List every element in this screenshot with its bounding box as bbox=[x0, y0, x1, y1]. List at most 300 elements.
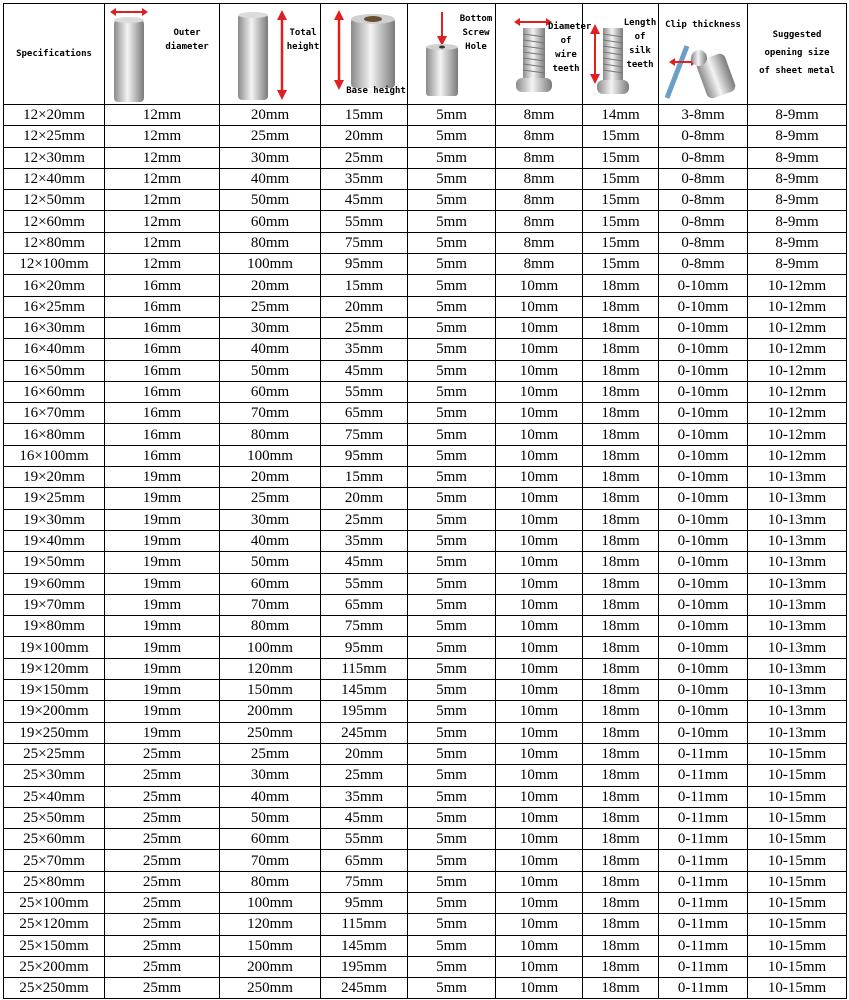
opening-size-cell: 8-9mm bbox=[748, 147, 847, 168]
total-height-cell: 60mm bbox=[220, 573, 321, 594]
clip-thickness-cell: 0-10mm bbox=[659, 530, 748, 551]
total-height-cell: 30mm bbox=[220, 147, 321, 168]
base-height-cell: 35mm bbox=[321, 339, 408, 360]
spec-cell: 25×100mm bbox=[4, 892, 105, 913]
base-height-cell: 65mm bbox=[321, 850, 408, 871]
spec-cell: 16×25mm bbox=[4, 296, 105, 317]
silk-teeth-length-cell: 18mm bbox=[583, 616, 659, 637]
wire-teeth-diameter-cell: 10mm bbox=[496, 978, 583, 999]
spec-cell: 25×30mm bbox=[4, 765, 105, 786]
outer-diameter-cell: 19mm bbox=[105, 509, 220, 530]
silk-teeth-length-cell: 18mm bbox=[583, 786, 659, 807]
table-row bbox=[4, 275, 847, 296]
header-label: Base height bbox=[346, 86, 406, 96]
clip-thickness-cell: 0-10mm bbox=[659, 467, 748, 488]
screw-hole-cell: 5mm bbox=[408, 317, 496, 338]
header-label: Specifications bbox=[16, 49, 92, 59]
table-row bbox=[4, 871, 847, 892]
base-height-cell: 45mm bbox=[321, 190, 408, 211]
total-height-cell: 40mm bbox=[220, 786, 321, 807]
outer-diameter-cell: 16mm bbox=[105, 403, 220, 424]
total-height-cell: 120mm bbox=[220, 658, 321, 679]
base-height-cell: 35mm bbox=[321, 786, 408, 807]
clip-thickness-cell: 0-11mm bbox=[659, 807, 748, 828]
base-height-cell: 95mm bbox=[321, 637, 408, 658]
spec-cell: 19×30mm bbox=[4, 509, 105, 530]
silk-teeth-length-cell: 18mm bbox=[583, 765, 659, 786]
spec-cell: 19×70mm bbox=[4, 594, 105, 615]
opening-size-cell: 10-13mm bbox=[748, 552, 847, 573]
screw-hole-cell: 5mm bbox=[408, 658, 496, 679]
screw-hole-cell: 5mm bbox=[408, 914, 496, 935]
opening-size-cell: 10-12mm bbox=[748, 424, 847, 445]
outer-diameter-cell: 25mm bbox=[105, 871, 220, 892]
opening-size-cell: 10-15mm bbox=[748, 871, 847, 892]
total-height-cell: 70mm bbox=[220, 850, 321, 871]
base-height-cell: 55mm bbox=[321, 573, 408, 594]
base-height-cell: 35mm bbox=[321, 530, 408, 551]
table-row bbox=[4, 850, 847, 871]
clip-thickness-cell: 0-10mm bbox=[659, 637, 748, 658]
bottom-screw-hole-icon bbox=[422, 12, 462, 98]
total-height-cell: 50mm bbox=[220, 807, 321, 828]
base-height-cell: 55mm bbox=[321, 381, 408, 402]
wire-teeth-diameter-cell: 8mm bbox=[496, 254, 583, 275]
total-height-cell: 25mm bbox=[220, 296, 321, 317]
base-height-cell: 75mm bbox=[321, 616, 408, 637]
silk-teeth-length-cell: 18mm bbox=[583, 978, 659, 999]
table-row bbox=[4, 403, 847, 424]
total-height-icon bbox=[230, 8, 300, 102]
opening-size-cell: 10-15mm bbox=[748, 743, 847, 764]
clip-thickness-cell: 0-8mm bbox=[659, 232, 748, 253]
total-height-cell: 80mm bbox=[220, 616, 321, 637]
screw-hole-cell: 5mm bbox=[408, 552, 496, 573]
silk-teeth-length-cell: 18mm bbox=[583, 509, 659, 530]
wire-teeth-diameter-cell: 8mm bbox=[496, 190, 583, 211]
header-label: Total height bbox=[286, 28, 320, 52]
screw-hole-cell: 5mm bbox=[408, 360, 496, 381]
table-row bbox=[4, 786, 847, 807]
opening-size-cell: 10-12mm bbox=[748, 381, 847, 402]
outer-diameter-cell: 19mm bbox=[105, 658, 220, 679]
spec-cell: 25×50mm bbox=[4, 807, 105, 828]
clip-thickness-cell: 0-11mm bbox=[659, 786, 748, 807]
clip-thickness-cell: 0-8mm bbox=[659, 168, 748, 189]
clip-thickness-cell: 0-8mm bbox=[659, 126, 748, 147]
wire-teeth-diameter-cell: 10mm bbox=[496, 850, 583, 871]
outer-diameter-cell: 19mm bbox=[105, 637, 220, 658]
opening-size-cell: 10-15mm bbox=[748, 914, 847, 935]
table-row bbox=[4, 701, 847, 722]
spec-cell: 25×200mm bbox=[4, 956, 105, 977]
wire-teeth-diameter-cell: 10mm bbox=[496, 339, 583, 360]
clip-thickness-cell: 0-11mm bbox=[659, 871, 748, 892]
opening-size-cell: 10-13mm bbox=[748, 488, 847, 509]
total-height-cell: 200mm bbox=[220, 956, 321, 977]
wire-teeth-diameter-cell: 10mm bbox=[496, 701, 583, 722]
base-height-cell: 20mm bbox=[321, 488, 408, 509]
base-height-cell: 25mm bbox=[321, 147, 408, 168]
silk-teeth-length-cell: 15mm bbox=[583, 126, 659, 147]
silk-teeth-length-cell: 18mm bbox=[583, 680, 659, 701]
table-row bbox=[4, 573, 847, 594]
screw-hole-cell: 5mm bbox=[408, 594, 496, 615]
spec-cell: 16×30mm bbox=[4, 317, 105, 338]
screw-hole-cell: 5mm bbox=[408, 168, 496, 189]
clip-thickness-cell: 0-11mm bbox=[659, 892, 748, 913]
outer-diameter-cell: 19mm bbox=[105, 616, 220, 637]
total-height-cell: 20mm bbox=[220, 105, 321, 126]
wire-teeth-diameter-cell: 10mm bbox=[496, 658, 583, 679]
total-height-cell: 150mm bbox=[220, 680, 321, 701]
spec-cell: 25×120mm bbox=[4, 914, 105, 935]
screw-hole-cell: 5mm bbox=[408, 829, 496, 850]
total-height-cell: 30mm bbox=[220, 765, 321, 786]
silk-teeth-length-cell: 18mm bbox=[583, 424, 659, 445]
screw-hole-cell: 5mm bbox=[408, 339, 496, 360]
wire-teeth-diameter-cell: 8mm bbox=[496, 105, 583, 126]
table-row bbox=[4, 126, 847, 147]
screw-hole-cell: 5mm bbox=[408, 509, 496, 530]
spec-cell: 16×80mm bbox=[4, 424, 105, 445]
outer-diameter-cell: 16mm bbox=[105, 317, 220, 338]
table-row bbox=[4, 956, 847, 977]
clip-thickness-cell: 0-11mm bbox=[659, 743, 748, 764]
outer-diameter-cell: 12mm bbox=[105, 147, 220, 168]
clip-thickness-cell: 3-8mm bbox=[659, 105, 748, 126]
silk-teeth-length-cell: 18mm bbox=[583, 275, 659, 296]
clip-thickness-cell: 0-10mm bbox=[659, 658, 748, 679]
base-height-cell: 95mm bbox=[321, 445, 408, 466]
opening-size-cell: 8-9mm bbox=[748, 211, 847, 232]
clip-thickness-cell: 0-10mm bbox=[659, 594, 748, 615]
header-outer-diameter bbox=[105, 4, 220, 105]
clip-thickness-cell: 0-10mm bbox=[659, 296, 748, 317]
opening-size-cell: 10-13mm bbox=[748, 680, 847, 701]
total-height-cell: 25mm bbox=[220, 743, 321, 764]
opening-size-cell: 8-9mm bbox=[748, 254, 847, 275]
spec-cell: 19×40mm bbox=[4, 530, 105, 551]
outer-diameter-cell: 19mm bbox=[105, 594, 220, 615]
screw-hole-cell: 5mm bbox=[408, 445, 496, 466]
silk-teeth-length-cell: 18mm bbox=[583, 403, 659, 424]
clip-thickness-cell: 0-11mm bbox=[659, 935, 748, 956]
silk-teeth-length-cell: 15mm bbox=[583, 168, 659, 189]
wire-teeth-diameter-cell: 10mm bbox=[496, 552, 583, 573]
header-bottom-screw-hole bbox=[408, 4, 496, 105]
outer-diameter-cell: 25mm bbox=[105, 786, 220, 807]
wire-teeth-diameter-cell: 10mm bbox=[496, 935, 583, 956]
wire-teeth-diameter-cell: 10mm bbox=[496, 296, 583, 317]
spec-cell: 12×100mm bbox=[4, 254, 105, 275]
spec-cell: 16×70mm bbox=[4, 403, 105, 424]
base-height-cell: 115mm bbox=[321, 914, 408, 935]
silk-teeth-length-cell: 18mm bbox=[583, 956, 659, 977]
outer-diameter-cell: 16mm bbox=[105, 381, 220, 402]
opening-size-cell: 10-12mm bbox=[748, 275, 847, 296]
wire-teeth-diameter-cell: 10mm bbox=[496, 616, 583, 637]
table-row bbox=[4, 807, 847, 828]
silk-teeth-length-cell: 14mm bbox=[583, 105, 659, 126]
silk-teeth-length-cell: 18mm bbox=[583, 467, 659, 488]
screw-hole-cell: 5mm bbox=[408, 956, 496, 977]
opening-size-cell: 10-13mm bbox=[748, 701, 847, 722]
silk-teeth-length-cell: 18mm bbox=[583, 701, 659, 722]
silk-teeth-length-cell: 18mm bbox=[583, 530, 659, 551]
total-height-cell: 30mm bbox=[220, 509, 321, 530]
base-height-cell: 55mm bbox=[321, 829, 408, 850]
table-row bbox=[4, 829, 847, 850]
total-height-cell: 60mm bbox=[220, 211, 321, 232]
screw-hole-cell: 5mm bbox=[408, 105, 496, 126]
total-height-cell: 60mm bbox=[220, 829, 321, 850]
silk-teeth-length-cell: 18mm bbox=[583, 488, 659, 509]
total-height-cell: 20mm bbox=[220, 467, 321, 488]
screw-hole-cell: 5mm bbox=[408, 935, 496, 956]
opening-size-cell: 10-12mm bbox=[748, 339, 847, 360]
table-row bbox=[4, 637, 847, 658]
screw-hole-cell: 5mm bbox=[408, 190, 496, 211]
clip-thickness-cell: 0-10mm bbox=[659, 381, 748, 402]
silk-teeth-length-cell: 15mm bbox=[583, 147, 659, 168]
opening-size-cell: 10-15mm bbox=[748, 892, 847, 913]
base-height-cell: 65mm bbox=[321, 594, 408, 615]
wire-teeth-diameter-cell: 10mm bbox=[496, 871, 583, 892]
silk-teeth-length-cell: 18mm bbox=[583, 445, 659, 466]
silk-teeth-length-cell: 18mm bbox=[583, 552, 659, 573]
wire-teeth-diameter-cell: 10mm bbox=[496, 381, 583, 402]
table-row bbox=[4, 914, 847, 935]
total-height-cell: 100mm bbox=[220, 254, 321, 275]
spec-cell: 25×70mm bbox=[4, 850, 105, 871]
clip-thickness-cell: 0-10mm bbox=[659, 573, 748, 594]
specifications-body bbox=[4, 105, 847, 999]
table-row bbox=[4, 339, 847, 360]
spec-cell: 12×20mm bbox=[4, 105, 105, 126]
base-height-cell: 45mm bbox=[321, 552, 408, 573]
screw-hole-cell: 5mm bbox=[408, 892, 496, 913]
header-base-height bbox=[321, 4, 408, 105]
screw-hole-cell: 5mm bbox=[408, 573, 496, 594]
silk-teeth-length-cell: 18mm bbox=[583, 594, 659, 615]
clip-thickness-cell: 0-8mm bbox=[659, 190, 748, 211]
clip-thickness-cell: 0-10mm bbox=[659, 552, 748, 573]
opening-size-cell: 10-13mm bbox=[748, 658, 847, 679]
opening-size-cell: 8-9mm bbox=[748, 232, 847, 253]
clip-thickness-cell: 0-10mm bbox=[659, 445, 748, 466]
screw-hole-cell: 5mm bbox=[408, 488, 496, 509]
clip-thickness-cell: 0-8mm bbox=[659, 254, 748, 275]
wire-teeth-diameter-cell: 10mm bbox=[496, 956, 583, 977]
base-height-cell: 75mm bbox=[321, 871, 408, 892]
clip-thickness-cell: 0-11mm bbox=[659, 850, 748, 871]
outer-diameter-cell: 25mm bbox=[105, 743, 220, 764]
spec-cell: 16×40mm bbox=[4, 339, 105, 360]
wire-teeth-diameter-cell: 10mm bbox=[496, 786, 583, 807]
header-silk-teeth-length bbox=[583, 4, 659, 105]
wire-teeth-diameter-cell: 8mm bbox=[496, 126, 583, 147]
outer-diameter-cell: 25mm bbox=[105, 807, 220, 828]
opening-size-cell: 10-13mm bbox=[748, 616, 847, 637]
base-height-cell: 20mm bbox=[321, 296, 408, 317]
outer-diameter-cell: 16mm bbox=[105, 445, 220, 466]
opening-size-cell: 10-12mm bbox=[748, 317, 847, 338]
base-height-cell: 95mm bbox=[321, 254, 408, 275]
header-label: Outer diameter bbox=[165, 28, 209, 52]
table-row bbox=[4, 530, 847, 551]
spec-cell: 12×40mm bbox=[4, 168, 105, 189]
wire-teeth-diameter-cell: 10mm bbox=[496, 445, 583, 466]
spec-cell: 19×200mm bbox=[4, 701, 105, 722]
total-height-cell: 60mm bbox=[220, 381, 321, 402]
wire-teeth-diameter-cell: 10mm bbox=[496, 765, 583, 786]
outer-diameter-cell: 12mm bbox=[105, 211, 220, 232]
screw-hole-cell: 5mm bbox=[408, 978, 496, 999]
screw-hole-cell: 5mm bbox=[408, 381, 496, 402]
clip-thickness-cell: 0-10mm bbox=[659, 360, 748, 381]
total-height-cell: 25mm bbox=[220, 126, 321, 147]
spec-cell: 19×25mm bbox=[4, 488, 105, 509]
wire-teeth-diameter-cell: 10mm bbox=[496, 743, 583, 764]
base-height-cell: 245mm bbox=[321, 722, 408, 743]
base-height-cell: 145mm bbox=[321, 680, 408, 701]
specifications-table bbox=[3, 3, 847, 999]
clip-thickness-cell: 0-10mm bbox=[659, 616, 748, 637]
table-row bbox=[4, 892, 847, 913]
silk-teeth-length-cell: 18mm bbox=[583, 658, 659, 679]
screw-hole-cell: 5mm bbox=[408, 147, 496, 168]
silk-teeth-length-cell: 18mm bbox=[583, 914, 659, 935]
outer-diameter-cell: 12mm bbox=[105, 105, 220, 126]
wire-teeth-diameter-cell: 10mm bbox=[496, 488, 583, 509]
spec-cell: 19×20mm bbox=[4, 467, 105, 488]
opening-size-cell: 10-12mm bbox=[748, 403, 847, 424]
total-height-cell: 50mm bbox=[220, 360, 321, 381]
outer-diameter-cell: 25mm bbox=[105, 850, 220, 871]
screw-hole-cell: 5mm bbox=[408, 637, 496, 658]
wire-teeth-diameter-cell: 10mm bbox=[496, 530, 583, 551]
screw-hole-cell: 5mm bbox=[408, 722, 496, 743]
clip-thickness-cell: 0-8mm bbox=[659, 147, 748, 168]
header-label: Length of silk teeth bbox=[623, 18, 657, 70]
total-height-cell: 25mm bbox=[220, 488, 321, 509]
spec-cell: 19×60mm bbox=[4, 573, 105, 594]
outer-diameter-cell: 12mm bbox=[105, 232, 220, 253]
spec-cell: 19×150mm bbox=[4, 680, 105, 701]
clip-thickness-cell: 0-10mm bbox=[659, 275, 748, 296]
outer-diameter-cell: 12mm bbox=[105, 190, 220, 211]
spec-cell: 12×50mm bbox=[4, 190, 105, 211]
table-row bbox=[4, 680, 847, 701]
base-height-cell: 35mm bbox=[321, 168, 408, 189]
screw-hole-cell: 5mm bbox=[408, 424, 496, 445]
silk-teeth-length-cell: 18mm bbox=[583, 722, 659, 743]
base-height-cell: 20mm bbox=[321, 743, 408, 764]
silk-teeth-length-cell: 18mm bbox=[583, 807, 659, 828]
total-height-cell: 50mm bbox=[220, 190, 321, 211]
table-row bbox=[4, 552, 847, 573]
outer-diameter-cell: 19mm bbox=[105, 552, 220, 573]
clip-thickness-cell: 0-10mm bbox=[659, 317, 748, 338]
clip-thickness-cell: 0-10mm bbox=[659, 722, 748, 743]
spec-cell: 19×80mm bbox=[4, 616, 105, 637]
clip-thickness-cell: 0-11mm bbox=[659, 914, 748, 935]
header-label: Diameter of wire teeth bbox=[548, 22, 592, 74]
outer-diameter-cell: 16mm bbox=[105, 275, 220, 296]
header-wire-teeth-diameter bbox=[496, 4, 592, 105]
outer-diameter-cell: 16mm bbox=[105, 296, 220, 317]
outer-diameter-cell: 12mm bbox=[105, 254, 220, 275]
total-height-cell: 40mm bbox=[220, 168, 321, 189]
opening-size-cell: 10-15mm bbox=[748, 765, 847, 786]
total-height-cell: 40mm bbox=[220, 530, 321, 551]
table-row bbox=[4, 594, 847, 615]
table-row bbox=[4, 296, 847, 317]
silk-teeth-length-cell: 18mm bbox=[583, 381, 659, 402]
opening-size-cell: 8-9mm bbox=[748, 126, 847, 147]
spec-cell: 16×50mm bbox=[4, 360, 105, 381]
table-row bbox=[4, 232, 847, 253]
silk-teeth-length-cell: 18mm bbox=[583, 573, 659, 594]
spec-cell: 19×250mm bbox=[4, 722, 105, 743]
opening-size-cell: 8-9mm bbox=[748, 105, 847, 126]
screw-hole-cell: 5mm bbox=[408, 807, 496, 828]
total-height-cell: 80mm bbox=[220, 424, 321, 445]
silk-teeth-length-cell: 18mm bbox=[583, 850, 659, 871]
wire-teeth-diameter-cell: 10mm bbox=[496, 275, 583, 296]
opening-size-cell: 10-13mm bbox=[748, 509, 847, 530]
screw-hole-cell: 5mm bbox=[408, 850, 496, 871]
silk-teeth-length-cell: 18mm bbox=[583, 339, 659, 360]
clip-thickness-cell: 0-10mm bbox=[659, 339, 748, 360]
outer-diameter-cell: 16mm bbox=[105, 339, 220, 360]
screw-hole-cell: 5mm bbox=[408, 211, 496, 232]
base-height-cell: 245mm bbox=[321, 978, 408, 999]
total-height-cell: 120mm bbox=[220, 914, 321, 935]
base-height-cell: 45mm bbox=[321, 807, 408, 828]
opening-size-cell: 10-15mm bbox=[748, 978, 847, 999]
outer-diameter-cell: 19mm bbox=[105, 530, 220, 551]
wire-teeth-diameter-cell: 8mm bbox=[496, 147, 583, 168]
screw-hole-cell: 5mm bbox=[408, 765, 496, 786]
opening-size-cell: 10-13mm bbox=[748, 637, 847, 658]
outer-diameter-cell: 25mm bbox=[105, 892, 220, 913]
header-label: Suggested opening size of sheet metal bbox=[759, 30, 835, 76]
spec-cell: 25×250mm bbox=[4, 978, 105, 999]
header-specifications bbox=[4, 4, 105, 105]
total-height-cell: 150mm bbox=[220, 935, 321, 956]
opening-size-cell: 10-15mm bbox=[748, 807, 847, 828]
table-row bbox=[4, 743, 847, 764]
base-height-cell: 95mm bbox=[321, 892, 408, 913]
total-height-cell: 200mm bbox=[220, 701, 321, 722]
screw-hole-cell: 5mm bbox=[408, 786, 496, 807]
table-row bbox=[4, 211, 847, 232]
clip-thickness-cell: 0-10mm bbox=[659, 403, 748, 424]
total-height-cell: 80mm bbox=[220, 232, 321, 253]
wire-teeth-diameter-cell: 8mm bbox=[496, 168, 583, 189]
base-height-cell: 25mm bbox=[321, 509, 408, 530]
spec-cell: 12×80mm bbox=[4, 232, 105, 253]
total-height-cell: 30mm bbox=[220, 317, 321, 338]
total-height-cell: 80mm bbox=[220, 871, 321, 892]
outer-diameter-cell: 19mm bbox=[105, 488, 220, 509]
opening-size-cell: 10-12mm bbox=[748, 296, 847, 317]
table-row bbox=[4, 765, 847, 786]
table-row bbox=[4, 360, 847, 381]
clip-thickness-cell: 0-11mm bbox=[659, 956, 748, 977]
